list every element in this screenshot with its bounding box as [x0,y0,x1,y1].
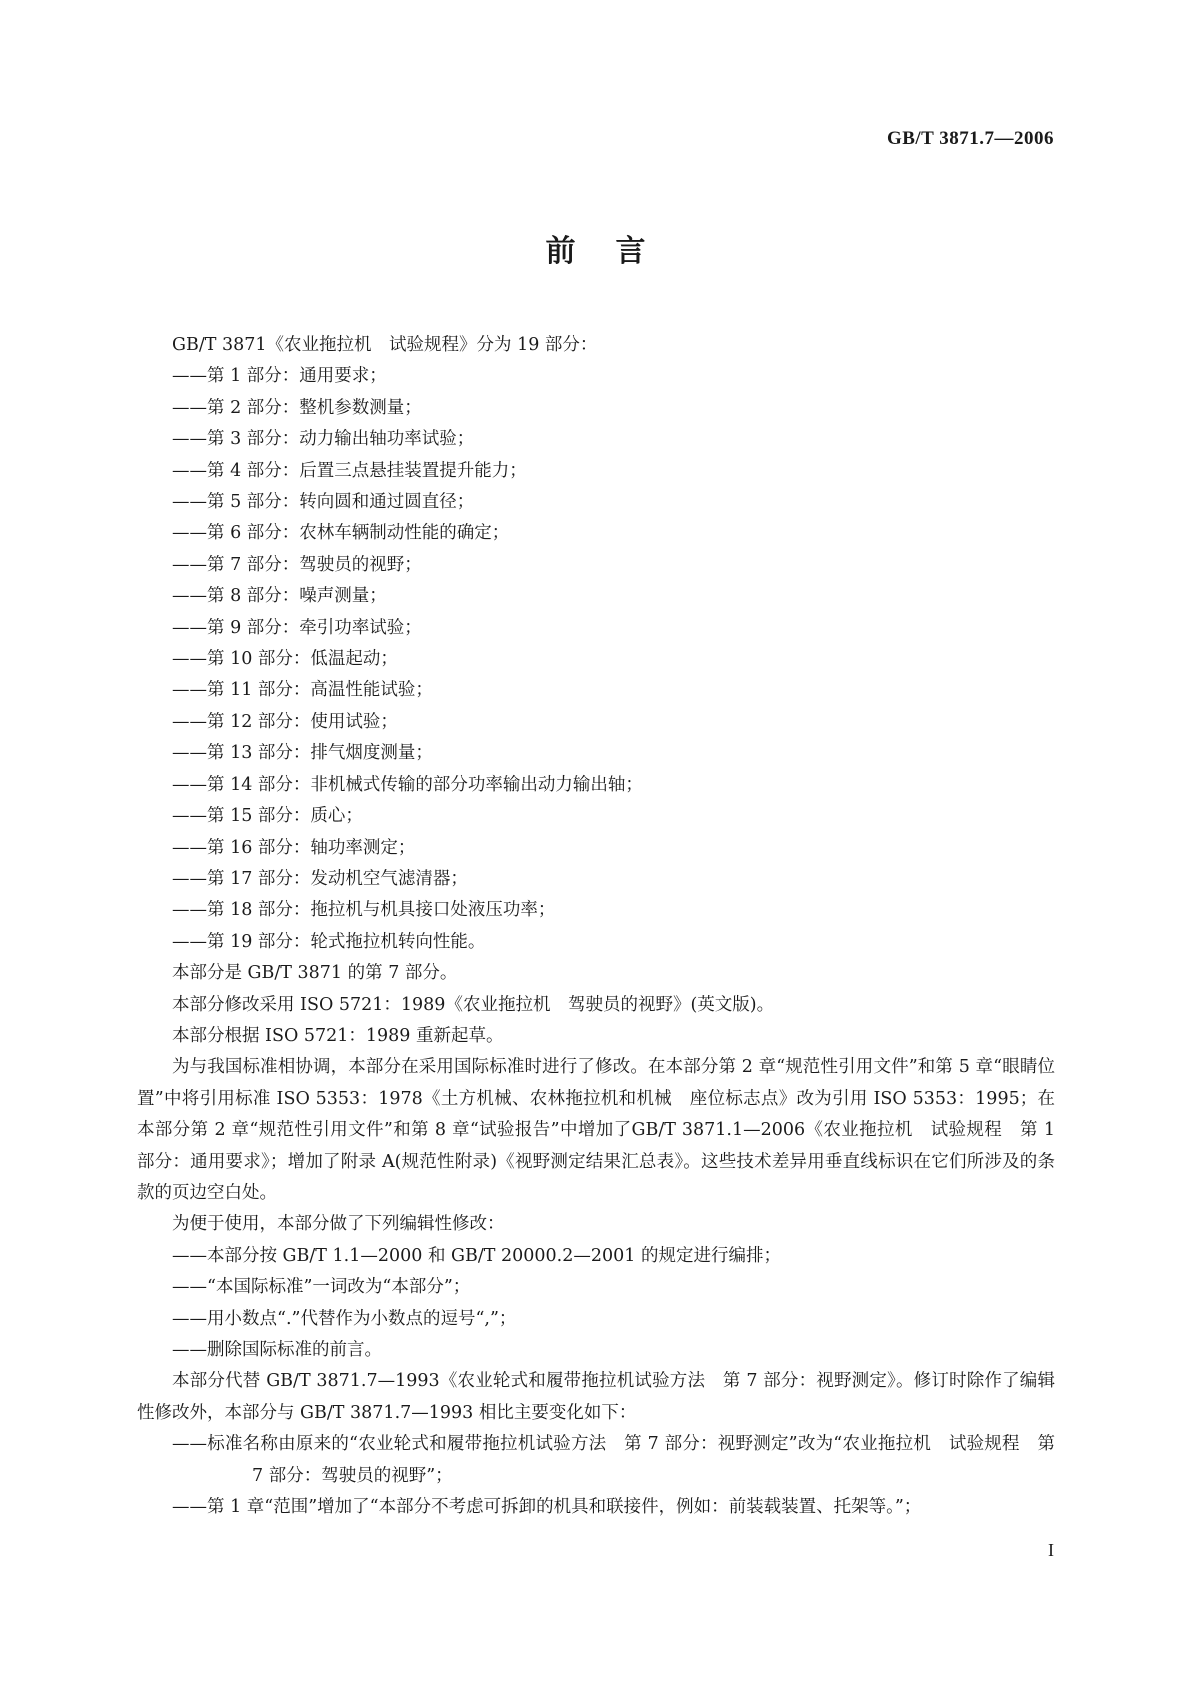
part-of-paragraph: 本部分是 GB/T 3871 的第 7 部分。 [172,963,458,984]
list-item: ——第 13 部分：排气烟度测量； [172,743,433,764]
list-item: ——第 5 部分：转向圆和通过圆直径； [172,492,475,513]
list-item: ——第 4 部分：后置三点悬挂装置提升能力； [172,460,527,481]
harmonize-paragraph: 为与我国标准相协调，本部分在采用国际标准时进行了修改。在本部分第 2 章“规范性引用文件”和第 5 章“眼睛位置”中将引用标准 ISO 5353：1978《土方机械、农林拖拉机和机械 座位标志点》改为引用 ISO 5353：1995；在本部分第 2 章“规范性引用文件”和第 8 章“试验报告”中增加了GB/T 3871.1—2006《农业拖拉机 试验规程 第 1 部分：通用要求》；增加了附录 A(规范性附录)《视野测定结果汇总表》。这些技术差异用垂直线标识在它们所涉及的条款的页边空白处。 [137,1057,1055,1203]
list-item: ——第 2 部分：整机参数测量； [172,397,422,418]
list-item: ——第 19 部分：轮式拖拉机转向性能。 [172,931,486,952]
list-item: ——第 17 部分：发动机空气滤清器； [172,868,468,889]
list-item: ——第 9 部分：牵引功率试验； [172,617,422,638]
list-item: ——第 12 部分：使用试验； [172,711,398,732]
list-item: ——本部分按 GB/T 1.1—2000 和 GB/T 20000.2—2001 的规定进行编排； [172,1245,781,1266]
list-item: ——第 11 部分：高温性能试验； [172,680,433,701]
list-item: ——第 6 部分：农林车辆制动性能的确定； [172,523,510,544]
list-item: ——第 16 部分：轴功率测定； [172,837,416,858]
intro-paragraph: GB/T 3871《农业拖拉机 试验规程》分为 19 部分： [172,335,598,355]
list-item: ——第 18 部分：拖拉机与机具接口处液压功率； [172,900,556,921]
standard-code: GB/T 3871.7—2006 [886,128,1054,149]
list-item: ——第 14 部分：非机械式传输的部分功率输出动力输出轴； [172,774,643,795]
document-body [137,330,1055,1523]
editorial-list [137,1241,1055,1367]
list-item: ——标准名称由原来的“农业轮式和履带拖拉机试验方法 第 7 部分：视野测定”改为“农业拖拉机 试验规程 第 7 部分：驾驶员的视野”； [172,1434,1055,1486]
page-number: I [1048,1540,1054,1560]
editorial-paragraph: 为便于使用，本部分做了下列编辑性修改： [172,1214,505,1235]
changes-list [137,1429,1055,1523]
page-title: 前言 [545,234,686,269]
redraft-paragraph: 本部分根据 ISO 5721：1989 重新起草。 [172,1025,504,1046]
list-item: ——第 10 部分：低温起动； [172,649,398,670]
parts-list [137,361,1055,958]
list-item: ——第 7 部分：驾驶员的视野； [172,554,422,575]
list-item: ——第 3 部分：动力输出轴功率试验； [172,429,475,450]
list-item: ——第 1 章“范围”增加了“本部分不考虑可拆卸的机具和联接件，例如：前装载装置、托架等。”； [172,1497,922,1518]
adopt-paragraph: 本部分修改采用 ISO 5721：1989《农业拖拉机 驾驶员的视野》(英文版)。 [172,994,775,1015]
list-item: ——第 15 部分：质心； [172,806,363,827]
list-item: ——用小数点“.”代替作为小数点的逗号“,”； [172,1308,517,1329]
replace-paragraph: 本部分代替 GB/T 3871.7—1993《农业轮式和履带拖拉机试验方法 第 7 部分：视野测定》。修订时除作了编辑性修改外，本部分与 GB/T 3871.7—1993 相比主要变化如下： [137,1371,1055,1423]
list-item: ——第 1 部分：通用要求； [172,366,387,387]
list-item: ——“本国际标准”一词改为“本部分”； [172,1277,471,1298]
list-item: ——第 8 部分：噪声测量； [172,586,387,607]
list-item: ——删除国际标准的前言。 [172,1340,382,1360]
